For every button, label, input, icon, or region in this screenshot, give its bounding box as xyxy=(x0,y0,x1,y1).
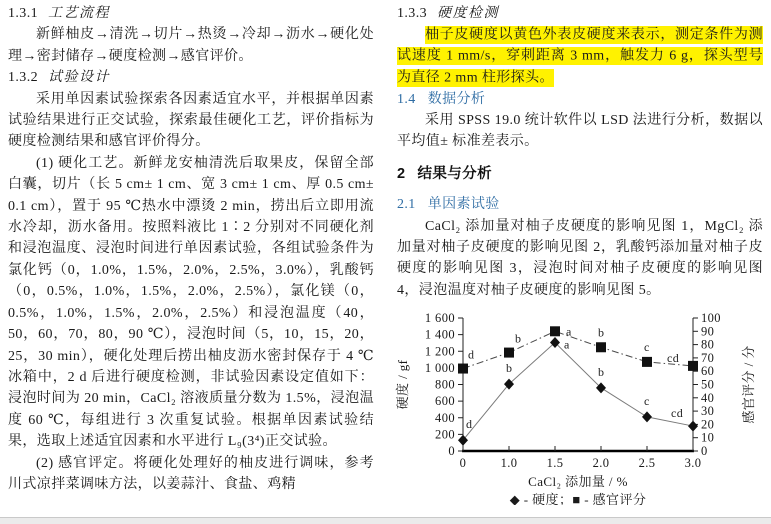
right-axis-tick-label: 90 xyxy=(701,324,715,339)
right-axis-tick-label: 50 xyxy=(701,377,715,392)
section-heading-2 xyxy=(397,164,763,185)
left-axis-tick-label: 400 xyxy=(435,411,455,426)
series-line-square xyxy=(463,332,693,369)
x-axis-tick-label: 3.0 xyxy=(684,456,702,471)
section-number: 1.4 xyxy=(397,91,416,107)
significance-letter: b xyxy=(506,361,513,376)
chart-legend: ◆ - 硬度；■ - 感官评分 xyxy=(509,492,647,506)
diamond-marker xyxy=(688,421,698,432)
sensory-evaluation-paragraph: (2) 感官评定。将硬化处理好的柚皮进行调味，参考川式凉拌菜调味方法，以姜蒜汁、食盐、鸡精 xyxy=(8,455,374,492)
section-number: 2.1 xyxy=(397,197,416,213)
hardening-process-paragraph: (1) 硬化工艺。新鲜龙安柚清洗后取果皮，保留全部白囊，切片（长 5 cm± 1 cm、宽 3 cm± 1 cm、厚 0.5 cm± 0.1 cm），置于 95 ℃热水中漂烫 2 min，捞出后立即用流水冷却，沥水备用。按照料液比 1∶2 分别对不同硬化剂和浸泡温度、浸泡时间进行单因素试验，各组试验条件为氯化钙（0，1.0%，1.5%，2.0%，2.5%，3.0%），乳酸钙（0，0.5%，1.0%，1.5%，2.0%，2.5%），氯化镁（0，0.5%，1.0%，1.5%，2.0%，2.5%）和浸泡温度（40，50，60，70，80，90 ℃），浸泡时间（5，10，15，20，25，30 min），硬化处理后捞出柚皮沥水密封保存于 4 ℃冰箱中，2 d 后进行硬度检测，非试验因素设定值如下：浸泡时间为 20 min，CaCl₂ 溶液质量分数为 1.5%，浸泡温度 60 ℃，每组进行 3 次重复试验。根据单因素试验结果，选取上述适宜因素和水平进行 L₉(3⁴)正交试验。 xyxy=(8,155,374,450)
section-heading-1-3-3 xyxy=(397,3,763,24)
left-axis-tick-label: 200 xyxy=(435,427,455,442)
series-line-diamond xyxy=(463,343,693,441)
right-axis-tick-label: 80 xyxy=(701,337,715,352)
figure-1-chart xyxy=(391,305,763,512)
significance-letter: cd xyxy=(671,406,684,421)
square-marker xyxy=(550,327,560,337)
right-column xyxy=(397,3,763,513)
significance-letter: cd xyxy=(667,351,680,366)
section-number: 2 xyxy=(397,165,406,182)
significance-letter: d xyxy=(468,347,475,362)
right-axis-tick-label: 100 xyxy=(701,311,721,326)
left-axis-tick-label: 1 000 xyxy=(424,361,455,376)
right-axis-tick-label: 70 xyxy=(701,351,715,366)
x-axis-tick-label: 0 xyxy=(459,456,467,471)
right-axis-tick-label: 30 xyxy=(701,404,715,419)
square-marker xyxy=(688,361,698,371)
hardness-test-paragraph xyxy=(397,24,763,88)
significance-letter: a xyxy=(566,324,572,339)
section-title: 试验设计 xyxy=(48,70,110,86)
section-heading-1-3-2 xyxy=(8,67,374,88)
section-title: 硬度检测 xyxy=(437,6,499,21)
section-title: 结果与分析 xyxy=(417,165,492,182)
section-number: 1.3.2 xyxy=(8,70,38,86)
right-axis-tick-label: 0 xyxy=(701,444,708,459)
section-title: 单因素试验 xyxy=(427,197,500,213)
left-axis-tick-label: 800 xyxy=(435,377,455,392)
x-axis-title: CaCl₂ 添加量 / % xyxy=(528,474,628,490)
section-number: 1.3.1 xyxy=(8,6,38,21)
x-axis-tick-label: 2.5 xyxy=(638,456,656,471)
left-axis-tick-label: 600 xyxy=(435,394,455,409)
section-title: 工艺流程 xyxy=(48,6,110,21)
significance-letter: b xyxy=(515,331,522,346)
x-axis-tick-label: 2.0 xyxy=(592,456,610,471)
left-axis-tick-label: 1 600 xyxy=(424,311,455,326)
section-heading-1-4 xyxy=(397,89,763,110)
significance-letter: d xyxy=(466,417,473,432)
significance-letter: a xyxy=(564,337,570,352)
right-axis-tick-label: 40 xyxy=(701,391,715,406)
square-marker xyxy=(458,364,468,374)
significance-letter: c xyxy=(644,394,650,409)
right-axis-tick-label: 20 xyxy=(701,417,715,432)
significance-letter: b xyxy=(598,325,605,340)
square-marker xyxy=(596,343,606,353)
single-factor-paragraph: CaCl₂ 添加量对柚子皮硬度的影响见图 1，MgCl₂ 添加量对柚子皮硬度的影响见图 2，乳酸钙添加量对柚子皮硬度的影响见图 3，浸泡时间对柚子皮硬度的影响见图 4，浸泡温度对柚子皮硬度的影响见图 5。 xyxy=(397,218,763,298)
x-axis-tick-label: 1.5 xyxy=(546,456,564,471)
section-heading-2-1 xyxy=(397,194,763,215)
right-axis-tick-label: 60 xyxy=(701,364,715,379)
left-axis-tick-label: 0 xyxy=(448,444,455,459)
process-flow-paragraph: 新鲜柚皮→清洗→切片→热烫→冷却→沥水→硬化处理→密封储存→硬度检测→感官评价。 xyxy=(8,27,374,64)
section-number: 1.3.3 xyxy=(397,6,427,21)
right-axis-title: 感官评分 / 分 xyxy=(741,345,756,424)
data-analysis-paragraph: 采用 SPSS 19.0 统计软件以 LSD 法进行分析，数据以平均值± 标准差表示。 xyxy=(397,113,763,150)
section-heading-1-3-1 xyxy=(8,3,374,24)
diamond-marker xyxy=(642,412,652,423)
window-bottom-strip xyxy=(0,517,771,524)
x-axis-tick-label: 1.0 xyxy=(500,456,518,471)
left-axis-title: 硬度 / gf xyxy=(395,359,410,410)
highlighted-text: 柚子皮硬度以黄色外表皮硬度来表示，测定条件为测试速度 1 mm/s，穿刺距离 3 mm，触发力 6 g，探头型号为直径 2 mm 柱形探头。 xyxy=(397,27,763,86)
right-axis-tick-label: 10 xyxy=(701,430,715,445)
significance-letter: b xyxy=(598,365,605,380)
left-axis-tick-label: 1 200 xyxy=(424,344,455,359)
square-marker xyxy=(504,348,514,358)
significance-letter: c xyxy=(644,340,650,355)
left-column xyxy=(8,3,374,495)
experiment-design-paragraph: 采用单因素试验探索各因素适宜水平，并根据单因素试验结果进行正交试验，探索最佳硬化工艺，评价指标为硬度检测结果和感官评价得分。 xyxy=(8,91,374,150)
square-marker xyxy=(642,357,652,367)
line-chart-svg xyxy=(391,305,763,505)
left-axis-tick-label: 1 400 xyxy=(424,327,455,342)
section-title: 数据分析 xyxy=(427,91,486,107)
